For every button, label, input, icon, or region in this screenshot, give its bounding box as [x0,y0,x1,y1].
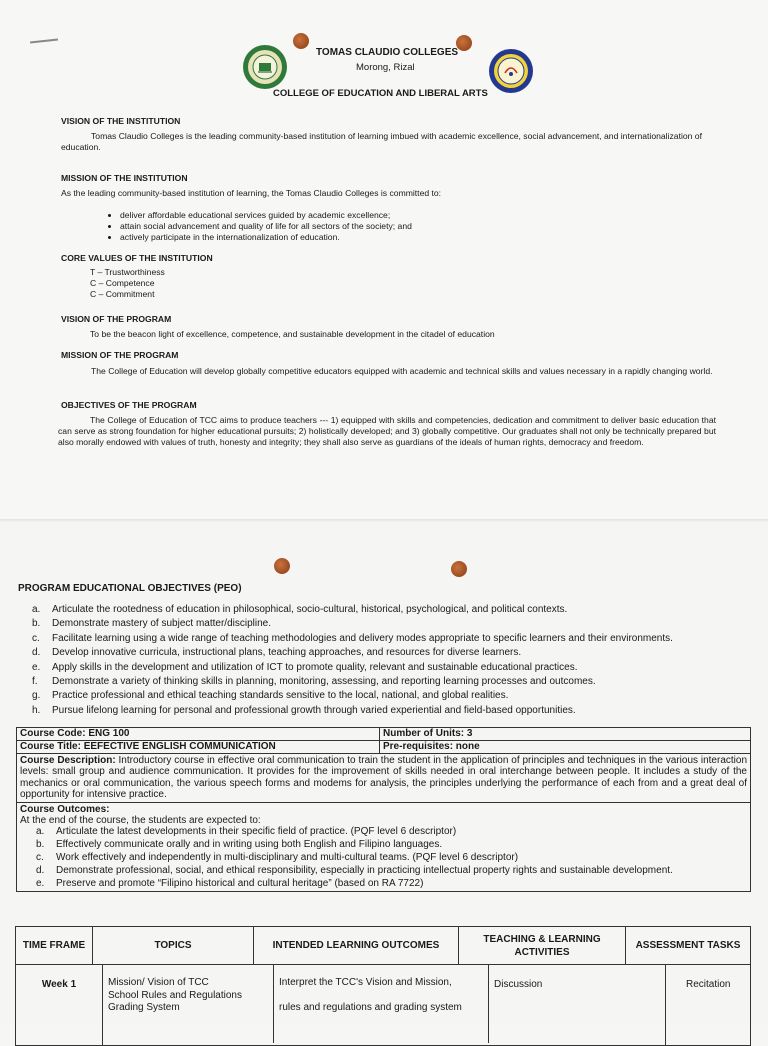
course-title: Course Title: EEFECTIVE ENGLISH COMMUNICATION [17,741,380,753]
education-seal-logo [488,48,534,94]
topics-cell: Mission/ Vision of TCC School Rules and Regulations Grading System [103,965,274,1043]
list-item: b. Effectively communicate orally and in writing using both English and Filipino languages. [36,839,443,851]
course-row [17,754,750,803]
vision-program-heading: VISION OF THE PROGRAM [61,314,172,324]
list-item: a. Articulate the latest developments in their specific field of practice. (PQF level 6 descriptor) [36,826,457,838]
column-header: TOPICS [93,927,254,965]
list-item: e. Preserve and promote “Filipino historical and cultural heritage” (based on RA 7722) [36,877,424,889]
column-header: INTENDED LEARNING OUTCOMES [254,927,459,965]
assessment-cell: Recitation [686,979,731,990]
mission-institution-heading: MISSION OF THE INSTITUTION [61,173,188,183]
course-units: Number of Units: 3 [383,728,473,739]
schedule-table [15,926,751,1046]
mission-program-heading: MISSION OF THE PROGRAM [61,350,179,360]
vision-program-text: To be the beacon light of excellence, competence, and sustainable development in the citadel of education [90,329,495,339]
vision-institution-text: Tomas Claudio Colleges is the leading community-based institution of learning imbued with academic excellence, social advancement, and internationalization of education. [61,131,702,152]
list-item: d. Develop innovative curricula, instructional plans, teaching approaches, and resources for diverse learners. [32,647,522,659]
list-item: b. Demonstrate mastery of subject matter/discipline. [32,618,271,630]
list-item: • actively participate in the internationalization of education. [120,232,706,243]
punch-hole [293,33,309,49]
course-info-box [16,727,751,892]
punch-hole [274,558,290,574]
course-description-label: Course Description: [20,755,116,766]
college-name: COLLEGE OF EDUCATION AND LIBERAL ARTS [273,88,488,99]
peo-list [32,603,752,718]
column-header: ASSESSMENT TASKS [626,927,750,965]
core-value-item: C – Competence [90,278,155,288]
list-item: g. Practice professional and ethical teaching standards sensitive to the local, national, and global realities. [32,690,509,702]
course-row [17,741,750,754]
course-outcomes-intro: At the end of the course, the students are expected to: [20,815,261,827]
list-item: d. Demonstrate professional, social, and ethical responsibility, especially in practicing intellectual property rights and sustainable development. [36,864,673,876]
time-frame-cell: Week 1 [16,965,103,1045]
list-item: c. Facilitate learning using a wide range of teaching methodologies and delivery modes appropriate to specific learners and their environments. [32,632,673,644]
core-value-item: T – Trustworthiness [90,267,165,277]
punch-hole [451,561,467,577]
list-item: c. Work effectively and independently in multi-disciplinary and multi-cultural teams. (PQF level 6 descriptor) [36,852,519,864]
school-location: Morong, Rizal [356,62,415,73]
course-description-text: Introductory course in effective oral communication to train the student in the application of principles and techniques in the various interaction levels: small group and audience communication. It provides for the improvement of skills needed in oral interchange between people. It includes a study of the mechanics or oral communication, the various speech forms and modems for analysis, the principles underlying the performance of each from and a great deal of opportunity for intensive practice. [20,755,748,801]
core-values-heading: CORE VALUES OF THE INSTITUTION [61,253,213,263]
column-header: TEACHING & LEARNING ACTIVITIES [459,927,626,965]
mission-program-text: The College of Education will develop globally competitive educators equipped with academic and technical skills and values necessary in a rapidly changing world. [91,366,713,376]
list-item: • deliver affordable educational services guided by academic excellence; [120,210,706,221]
course-description [17,754,750,802]
course-outcomes-list [20,826,747,890]
course-code: Course Code: ENG 100 [17,728,380,740]
school-name: TOMAS CLAUDIO COLLEGES [316,47,459,58]
course-outcomes-label: Course Outcomes: [20,803,110,815]
list-item: h. Pursue lifelong learning for personal and professional growth through varied experiential and field-based opportunities. [32,704,576,716]
table-header-row [16,927,750,965]
course-row [17,803,750,892]
peo-heading: PROGRAM EDUCATIONAL OBJECTIVES (PEO) [18,583,242,594]
mission-institution-intro: As the leading community-based institution of learning, the Tomas Claudio Colleges is committed to: [61,188,442,198]
college-seal-logo [242,44,288,90]
list-item: • attain social advancement and quality of life for all sectors of the society; and [120,221,706,232]
course-outcomes [17,803,750,892]
list-item: a. Articulate the rootedness of education in philosophical, socio-cultural, historical, psychological, and political contexts. [32,604,568,615]
vision-institution-heading: VISION OF THE INSTITUTION [61,116,181,126]
course-row [17,728,750,741]
activity-cell: Discussion [489,965,666,1045]
list-item: f. Demonstrate a variety of thinking skills in planning, monitoring, assessing, and reporting learning processes and outcomes. [32,676,596,688]
core-value-item: C – Commitment [90,289,155,299]
punch-hole [456,35,472,51]
table-row [16,965,750,1045]
course-prereq: Pre-requisites: none [383,741,480,752]
column-header: TIME FRAME [16,927,93,965]
objectives-program-text: The College of Education of TCC aims to produce teachers --- 1) equipped with skills and competencies, dedication and commitment to deliver basic education that can serve as strong foundation for higher educational pursuits; 2) holistically developed; and 3) globally competitive. Our graduates shall not only be technically prepared but also morally endowed with values of truth, honesty and integrity; they shall also serve as guardians of the ideals of human rights, democracy and freedom. [58,415,716,447]
ilo-cell: Interpret the TCC's Vision and Mission, rules and regulations and grading system [274,965,489,1043]
mission-institution-list [106,210,706,243]
list-item: e. Apply skills in the development and utilization of ICT to promote quality, relevant and sustainable educational practices. [32,661,578,673]
objectives-program-heading: OBJECTIVES OF THE PROGRAM [61,400,197,410]
